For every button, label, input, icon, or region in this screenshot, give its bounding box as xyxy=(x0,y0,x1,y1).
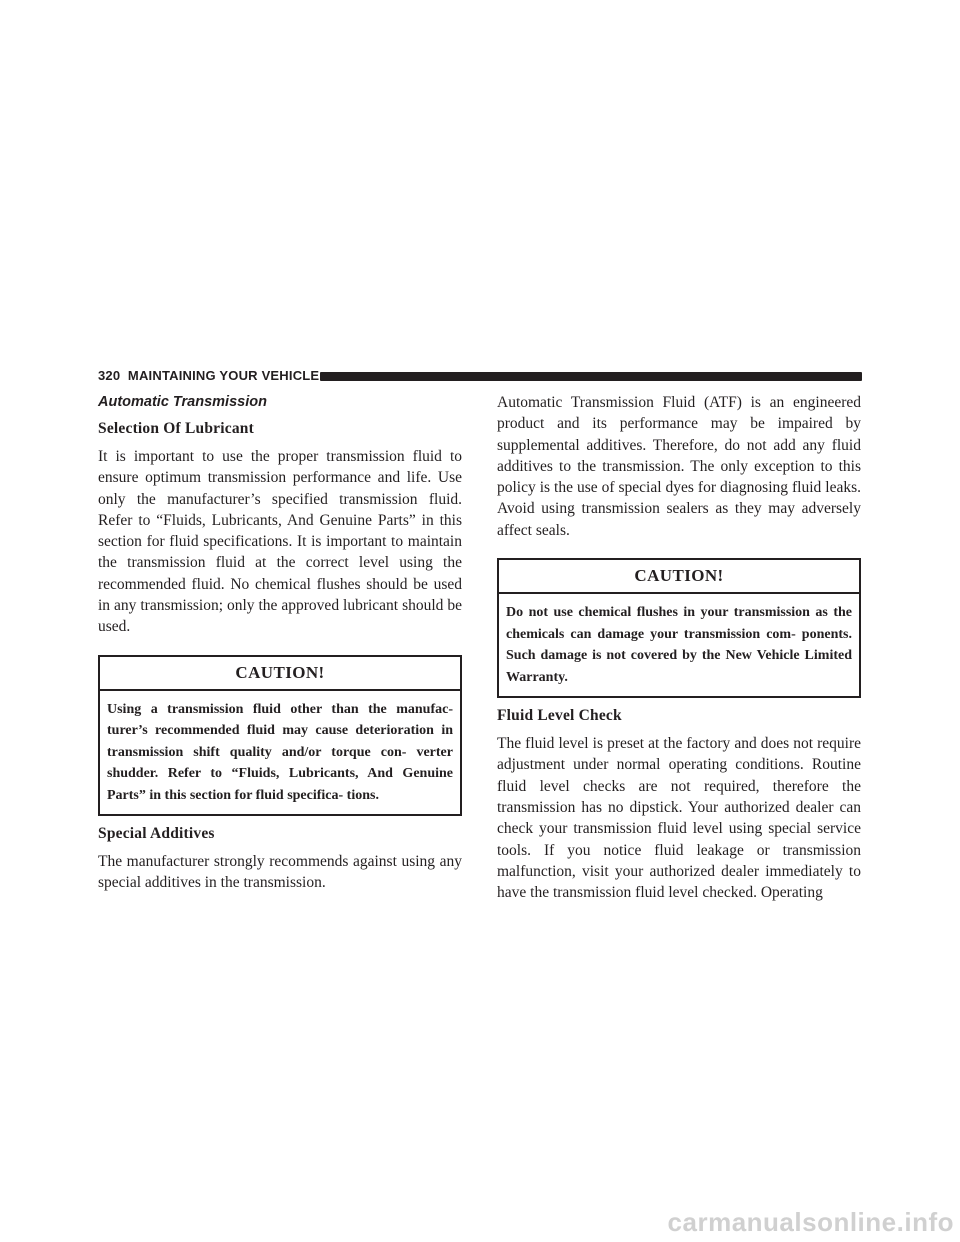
special-additives-heading: Special Additives xyxy=(98,825,215,843)
page-number: 320 xyxy=(98,368,121,383)
page-header-label xyxy=(98,368,319,384)
watermark: carmanualsonline.info xyxy=(667,1207,954,1237)
caution-box-transmission-fluid xyxy=(98,655,462,817)
section-title: MAINTAINING YOUR VEHICLE xyxy=(127,368,320,383)
fluid-level-check-heading: Fluid Level Check xyxy=(497,707,622,725)
right-column xyxy=(497,392,861,920)
selection-of-lubricant-text: It is important to use the proper transmission fluid to ensure optimum transmission performance and life. Use only the manufacturer’s specified transmission fluid. Refer to “Fluids, Lubricants, And Genuine Parts” in this section for fluid specifications. It is important to maintain the transmission fluid at the correct level using the recommended fluid. No chemical flushes should be used in any transmission; only the approved lubricant should be used. xyxy=(98,448,462,636)
special-additives-text: The manufacturer strongly recommends against using any special additives in the transmission. xyxy=(98,853,462,892)
caution-text: Using a transmission fluid other than the manufac- turer’s recommended fluid may cause deterioration in transmission shift quality and/or torque con- verter shudder. Refer to “Fluids, Lubricants, And Genuine Parts” in this section for fluid specifica- tions. xyxy=(107,701,453,803)
automatic-transmission-heading: Automatic Transmission xyxy=(98,394,267,410)
caution-box-chemical-flushes xyxy=(497,558,861,698)
caution-text: Do not use chemical flushes in your transmission as the chemicals can damage your transmission com- ponents. Such damage is not covered by the New Vehicle Limited Warranty. xyxy=(506,605,852,685)
selection-of-lubricant-heading: Selection Of Lubricant xyxy=(98,420,254,437)
caution-title: CAUTION! xyxy=(499,560,859,594)
header-rule xyxy=(320,372,862,381)
fluid-level-check-text: The fluid level is preset at the factory and does not require adjustment under normal operating conditions. Routine fluid level checks are not required, therefore the transmission has no dipstick. Your authorized dealer can check your transmission fluid level using special service tools. If you notice fluid leakage or transmission malfunction, visit your authorized dealer immediately to have the transmission fluid level checked. Operating xyxy=(497,735,861,902)
page-header xyxy=(98,368,862,384)
left-column xyxy=(98,392,462,911)
caution-title: CAUTION! xyxy=(100,657,460,691)
atf-text: Automatic Transmission Fluid (ATF) is an engineered product and its performance may be impaired by supplemental additives. Therefore, do not add any fluid additives to the transmission. The only exception to this policy is the use of special dyes for diagnosing fluid leaks. Avoid using transmission sealers as they may adversely affect seals. xyxy=(497,394,861,539)
